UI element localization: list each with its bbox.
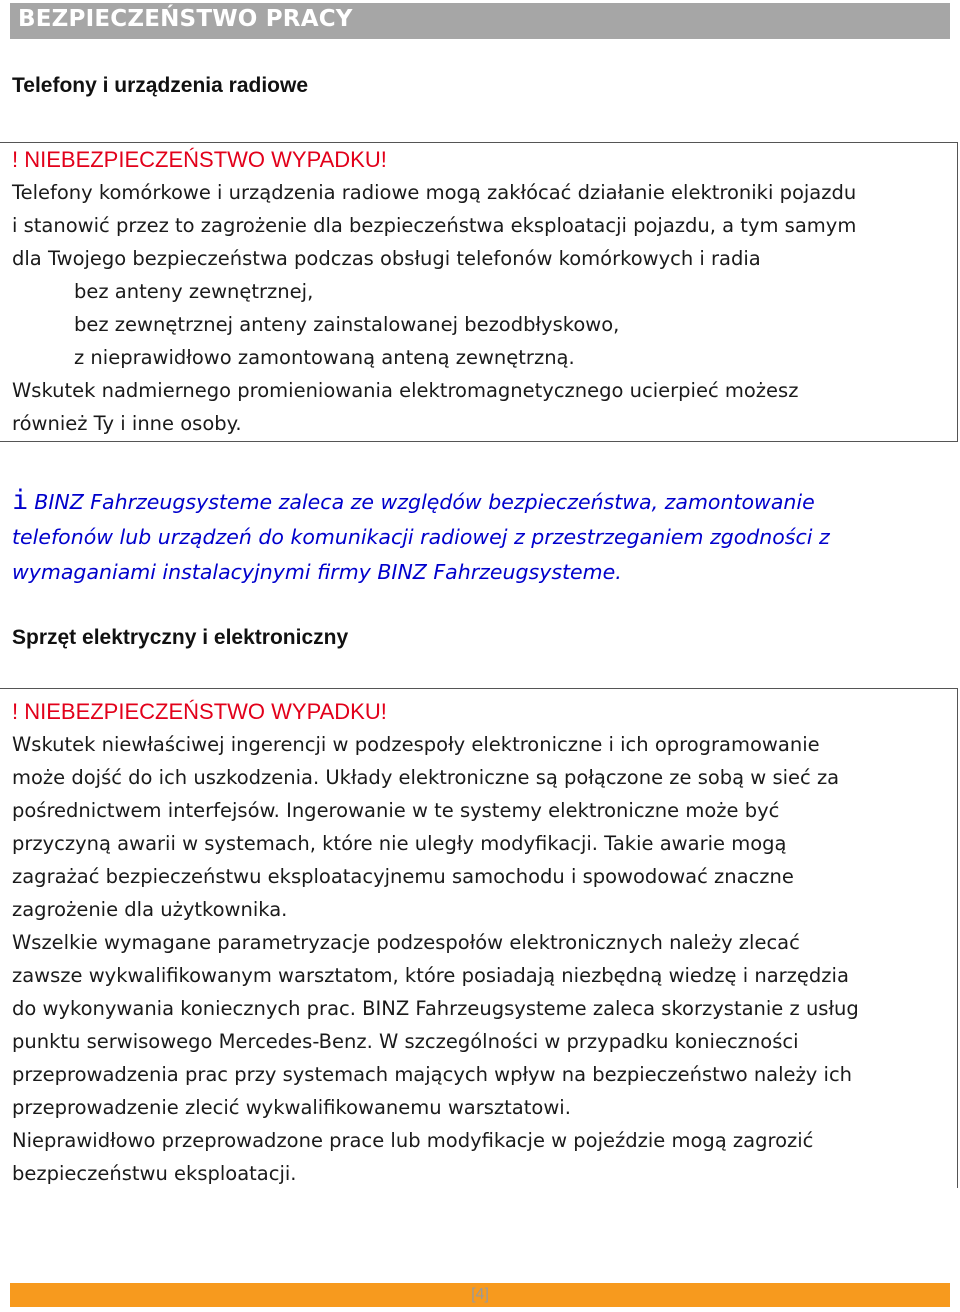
warning-line: zawsze wykwalifikowanym warsztatom, które posiadają niezbędną wiedzę i narzędzia [12,964,849,987]
warning-list-item: bez anteny zewnętrznej, [74,280,314,303]
warning-line: i stanowić przez to zagrożenie dla bezpieczeństwa eksploatacji pojazdu, a tym samym [12,214,857,237]
info-line [12,483,942,520]
page-header-bar [10,3,950,39]
warning-line: pośrednictwem interfejsów. Ingerowanie w te systemy elektroniczne może być [12,799,780,822]
warning-title: ! NIEBEZPIECZEŃSTWO WYPADKU! [12,147,387,172]
warning-box-radio [0,142,958,442]
warning-line: dla Twojego bezpieczeństwa podczas obsługi telefonów komórkowych i radia [12,247,761,270]
section-title-radio: Telefony i urządzenia radiowe [12,74,309,97]
warning-line: punktu serwisowego Mercedes-Benz. W szczególności w przypadku konieczności [12,1030,799,1053]
warning-line: przyczyną awarii w systemach, które nie uległy modyfikacji. Takie awarie mogą [12,832,787,855]
warning-line: Wszelkie wymagane parametryzacje podzespołów elektronicznych należy zlecać [12,931,800,954]
page-number: [4] [471,1286,489,1303]
page-header-title: BEZPIECZEŃSTWO PRACY [18,6,353,32]
info-icon: i [12,485,29,516]
warning-list-item: bez zewnętrznej anteny zainstalowanej bezodbłyskowo, [74,313,620,336]
warning-line: Nieprawidłowo przeprowadzone prace lub modyfikacje w pojeździe mogą zagrozić [12,1129,814,1152]
warning-line: może dojść do ich uszkodzenia. Układy elektroniczne są połączone ze sobą w sieć za [12,766,840,789]
section-title-electronics: Sprzęt elektryczny i elektroniczny [12,626,349,649]
warning-line: przeprowadzenie zlecić wykwalifikowanemu warsztatowi. [12,1096,571,1119]
warning-line: zagrażać bezpieczeństwu eksploatacyjnemu samochodu i spowodować znaczne [12,865,794,888]
warning-line: do wykonywania koniecznych prac. BINZ Fahrzeugsysteme zaleca skorzystanie z usług [12,997,859,1020]
info-text: BINZ Fahrzeugsysteme zaleca ze względów bezpieczeństwa, zamontowanie [34,490,815,514]
info-line: wymaganiami instalacyjnymi firmy BINZ Fahrzeugsysteme. [12,560,622,584]
warning-line: Telefony komórkowe i urządzenia radiowe mogą zakłócać działanie elektroniki pojazdu [12,181,857,204]
page-footer-bar [10,1283,950,1307]
warning-box-electronics [0,688,958,1188]
warning-line: Wskutek niewłaściwej ingerencji w podzespoły elektroniczne i ich oprogramowanie [12,733,820,756]
warning-list-item: z nieprawidłowo zamontowaną anteną zewnętrzną. [74,346,575,369]
info-note [12,483,942,590]
warning-line: również Ty i inne osoby. [12,412,242,435]
warning-line: zagrożenie dla użytkownika. [12,898,288,921]
warning-title: ! NIEBEZPIECZEŃSTWO WYPADKU! [12,699,387,724]
warning-line: bezpieczeństwu eksploatacji. [12,1162,297,1185]
info-line: telefonów lub urządzeń do komunikacji radiowej z przestrzeganiem zgodności z [12,525,830,549]
warning-line: Wskutek nadmiernego promieniowania elektromagnetycznego ucierpieć możesz [12,379,799,402]
warning-line: przeprowadzenia prac przy systemach mających wpływ na bezpieczeństwo należy ich [12,1063,853,1086]
